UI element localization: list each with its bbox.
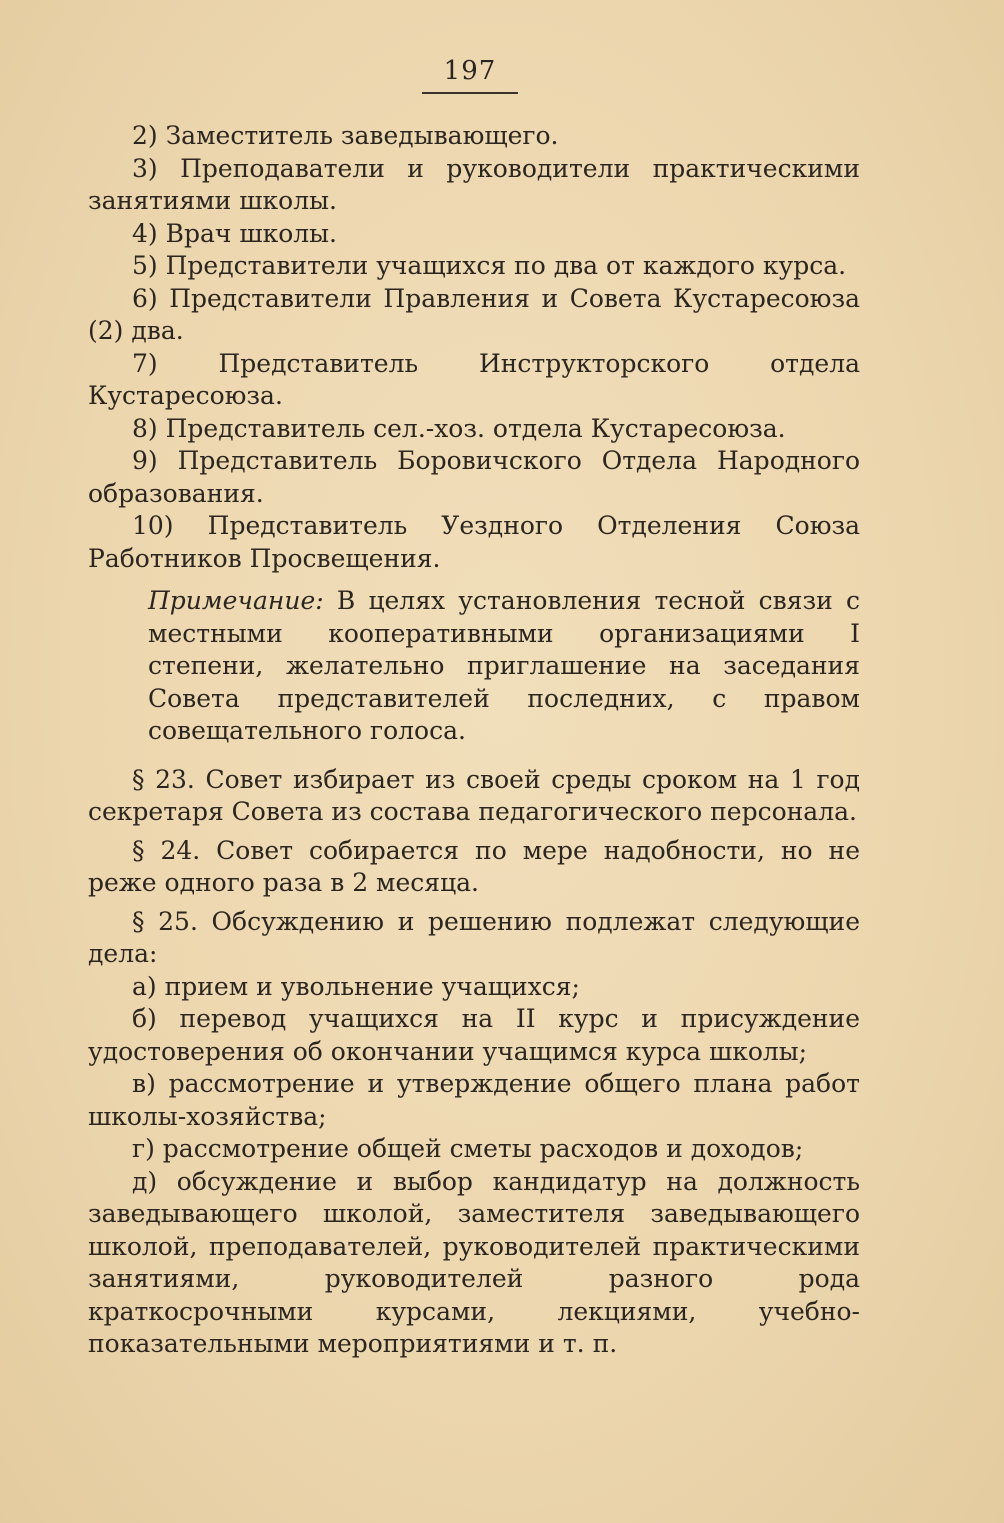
section-25-item-g: г) рассмотрение общей сметы расходов и доходов; [132,1134,804,1163]
list-item-5: 5) Представители учащихся по два от каждого курса. [132,251,847,280]
section-25-item-d: д) обсуждение и выбор кандидатур на должность заведывающего школой, заместителя заведывающего школой, преподавателей, руководителей практическими занятиями, руководителей разного рода краткосрочными курсами, лекциями, учебно-показательными мероприятиями и т. п. [88,1166,860,1358]
note-text: В целях установления тесной связи с местными кооперативными организациями I степени, желательно приглашение на заседания Совета представителей последних, с правом совещательного голоса. [148,586,860,745]
list-item-10: 10) Представитель Уездного Отделения Союза Работников Просвещения. [88,511,860,573]
section-24: § 24. Совет собирается по мере надобности, но не реже одного раза в 2 месяца. [88,835,860,897]
section-23: § 23. Совет избирает из своей среды сроком на 1 год секретаря Совета из состава педагогического персонала. [88,764,860,826]
section-25-item-b: б) перевод учащихся на II курс и присуждение удостоверения об окончании учащимся курса школы; [88,1004,860,1066]
header-rule [422,92,518,94]
list-item-3: 3) Преподаватели и руководители практическими занятиями школы. [88,153,860,215]
list-item-9: 9) Представитель Боровичского Отдела Народного образования. [88,446,860,508]
section-25: § 25. Обсуждению и решению подлежат следующие дела: [88,906,860,968]
list-item-6: 6) Представители Правления и Совета Кустаресоюза (2) два. [88,283,860,345]
section-25-item-a: а) прием и увольнение учащихся; [132,971,580,1001]
list-item-8: 8) Представитель сел.-хоз. отдела Кустаресоюза. [132,413,786,443]
list-item-2: 2) Заместитель заведывающего. [132,121,559,150]
note-block [148,585,860,748]
section-25-item-v: в) рассмотрение и утверждение общего плана работ школы-хозяйства; [88,1069,860,1131]
list-item-7: 7) Представитель Инструкторского отдела Кустаресоюза. [88,348,860,410]
page-body [88,120,860,1361]
list-item-4: 4) Врач школы. [132,218,338,248]
page-number: 197 [443,56,497,86]
note-label: Примечание: [148,586,324,615]
